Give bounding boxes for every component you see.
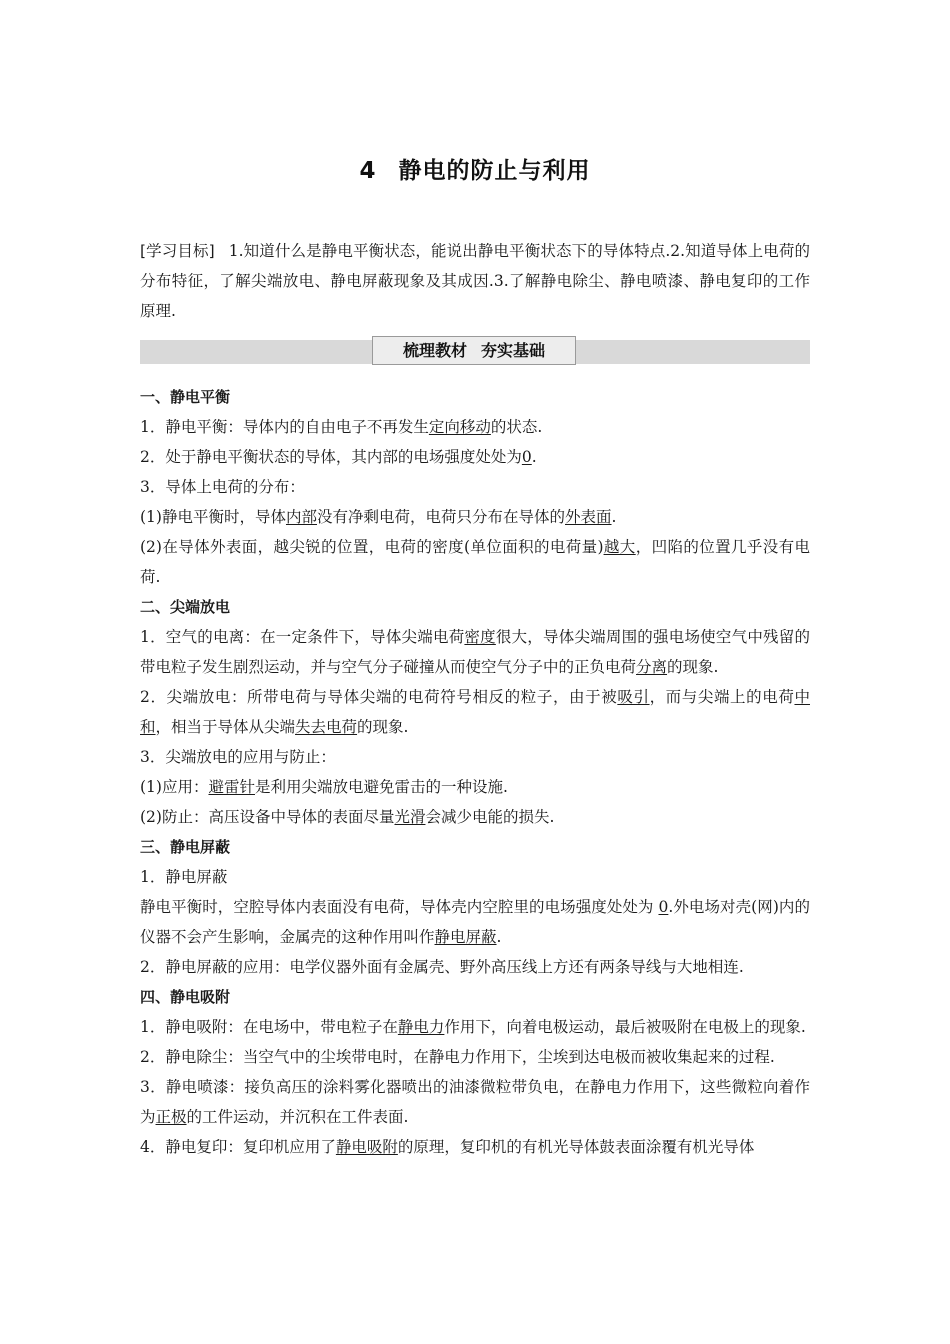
text-run: . bbox=[611, 508, 617, 526]
answer-blank: 静电力 bbox=[397, 1018, 445, 1036]
answer-blank: 越大 bbox=[603, 538, 636, 556]
text-run: 会减少电能的损失. bbox=[425, 808, 555, 826]
paragraph bbox=[140, 1132, 810, 1162]
learning-objectives bbox=[140, 236, 810, 326]
text-run: 作用下，向着电极运动，最后被吸附在电极上的现象. bbox=[444, 1018, 806, 1036]
text-run: ，相当于导体从尖端 bbox=[155, 718, 296, 736]
paragraph bbox=[140, 1012, 810, 1042]
paragraph bbox=[140, 502, 810, 532]
paragraph: 1．静电屏蔽 bbox=[140, 868, 228, 886]
paragraph bbox=[140, 892, 810, 952]
text-run: 没有净剩电荷，电荷只分布在导体的 bbox=[316, 508, 565, 526]
answer-blank: 失去电荷 bbox=[295, 718, 358, 736]
section-heading-2: 二、尖端放电 bbox=[140, 598, 231, 616]
answer-blank: 定向移动 bbox=[428, 418, 491, 436]
paragraph bbox=[140, 442, 810, 472]
paragraph: 3．尖端放电的应用与防止： bbox=[140, 748, 336, 766]
lesson-title: 静电的防止与利用 bbox=[398, 158, 591, 184]
answer-blank: 内部 bbox=[285, 508, 317, 526]
section-banner bbox=[140, 340, 810, 364]
text-run: 的现象. bbox=[357, 718, 409, 736]
text-run: 的工件运动，并沉积在工件表面. bbox=[186, 1108, 409, 1126]
text-run: 4．静电复印：复印机应用了 bbox=[140, 1138, 336, 1156]
answer-blank: 避雷针 bbox=[208, 778, 255, 796]
answer-blank: 吸引 bbox=[617, 688, 650, 706]
paragraph: 2．静电除尘：当空气中的尘埃带电时，在静电力作用下，尘埃到达电极而被收集起来的过程. bbox=[140, 1048, 775, 1066]
lesson-number: 4 bbox=[359, 158, 377, 184]
text-run: 的原理，复印机的有机光导体鼓表面涂覆有机光导体 bbox=[397, 1138, 755, 1156]
section-heading-4: 四、静电吸附 bbox=[140, 988, 231, 1006]
text-run: 静电平衡时，空腔导体内表面没有电荷，导体壳内空腔里的电场强度处处为 bbox=[140, 898, 659, 916]
page-title bbox=[0, 152, 950, 185]
section-heading-1: 一、静电平衡 bbox=[140, 388, 231, 406]
paragraph bbox=[140, 622, 810, 682]
paragraph bbox=[140, 412, 810, 442]
text-run: 是利用尖端放电避免雷击的一种设施. bbox=[254, 778, 508, 796]
text-run: 1．静电吸附：在电场中，带电粒子在 bbox=[140, 1018, 398, 1036]
text-run: 2．处于静电平衡状态的导体，其内部的电场强度处处为 bbox=[140, 448, 522, 466]
text-run: (2)在导体外表面，越尖锐的位置，电荷的密度(单位面积的电荷量) bbox=[140, 538, 604, 556]
text-run: 很大，导体尖端周围的强电场使空气中残留的带电粒子发生剧烈运动，并与空气分子碰撞从而使空气分子中的正负电荷 bbox=[140, 628, 810, 676]
answer-blank: 密度 bbox=[464, 628, 496, 646]
answer-blank: 外表面 bbox=[565, 508, 612, 526]
answer-blank: 中和 bbox=[140, 688, 810, 736]
section-heading-3: 三、静电屏蔽 bbox=[140, 838, 231, 856]
paragraph: 2．静电屏蔽的应用：电学仪器外面有金属壳、野外高压线上方还有两条导线与大地相连. bbox=[140, 958, 744, 976]
text-run: .外电场对壳(网)内的仪器不会产生影响，金属壳的这种作用叫作 bbox=[140, 898, 810, 946]
text-run: 3．静电喷漆：接负高压的涂料雾化器喷出的油漆微粒带负电，在静电力作用下，这些微粒向着作为 bbox=[140, 1078, 810, 1126]
text-run: . bbox=[531, 448, 537, 466]
banner-right-text: 夯实基础 bbox=[481, 341, 546, 360]
paragraph bbox=[140, 802, 810, 832]
answer-blank: 静电吸附 bbox=[335, 1138, 398, 1156]
text-run: ，而与尖端上的电荷 bbox=[649, 688, 795, 706]
answer-blank: 0 bbox=[658, 898, 669, 916]
text-run: (2)防止：高压设备中导体的表面尽量 bbox=[140, 808, 395, 826]
text-run: 1．静电平衡：导体内的自由电子不再发生 bbox=[140, 418, 429, 436]
text-run: 的现象. bbox=[667, 658, 719, 676]
paragraph bbox=[140, 682, 810, 742]
text-run: 的状态. bbox=[490, 418, 543, 436]
answer-blank: 光滑 bbox=[394, 808, 426, 826]
paragraph bbox=[140, 532, 810, 592]
text-run: . bbox=[496, 928, 502, 946]
text-run: 1．空气的电离：在一定条件下，导体尖端电荷 bbox=[140, 628, 465, 646]
objectives-text: 1.知道什么是静电平衡状态，能说出静电平衡状态下的导体特点.2.知道导体上电荷的分布特征，了解尖端放电、静电屏蔽现象及其成因.3.了解静电除尘、静电喷漆、静电复印的工作原理. bbox=[140, 242, 810, 320]
paragraph bbox=[140, 1072, 810, 1132]
text-run: (1)静电平衡时，导体 bbox=[140, 508, 286, 526]
paragraph bbox=[140, 772, 810, 802]
answer-blank: 分离 bbox=[636, 658, 668, 676]
answer-blank: 静电屏蔽 bbox=[434, 928, 497, 946]
answer-blank: 正极 bbox=[155, 1108, 187, 1126]
section-banner-label bbox=[372, 336, 576, 365]
objectives-tag: [学习目标] bbox=[140, 242, 215, 260]
text-run: ，凹陷的位置几乎没有电荷. bbox=[140, 538, 810, 586]
text-run: 2．尖端放电：所带电荷与导体尖端的电荷符号相反的粒子，由于被 bbox=[140, 688, 618, 706]
text-run: (1)应用： bbox=[140, 778, 209, 796]
main-content bbox=[140, 382, 810, 1162]
answer-blank: 0 bbox=[521, 448, 532, 466]
paragraph: 3．导体上电荷的分布： bbox=[140, 478, 305, 496]
banner-left-text: 梳理教材 bbox=[402, 341, 467, 360]
